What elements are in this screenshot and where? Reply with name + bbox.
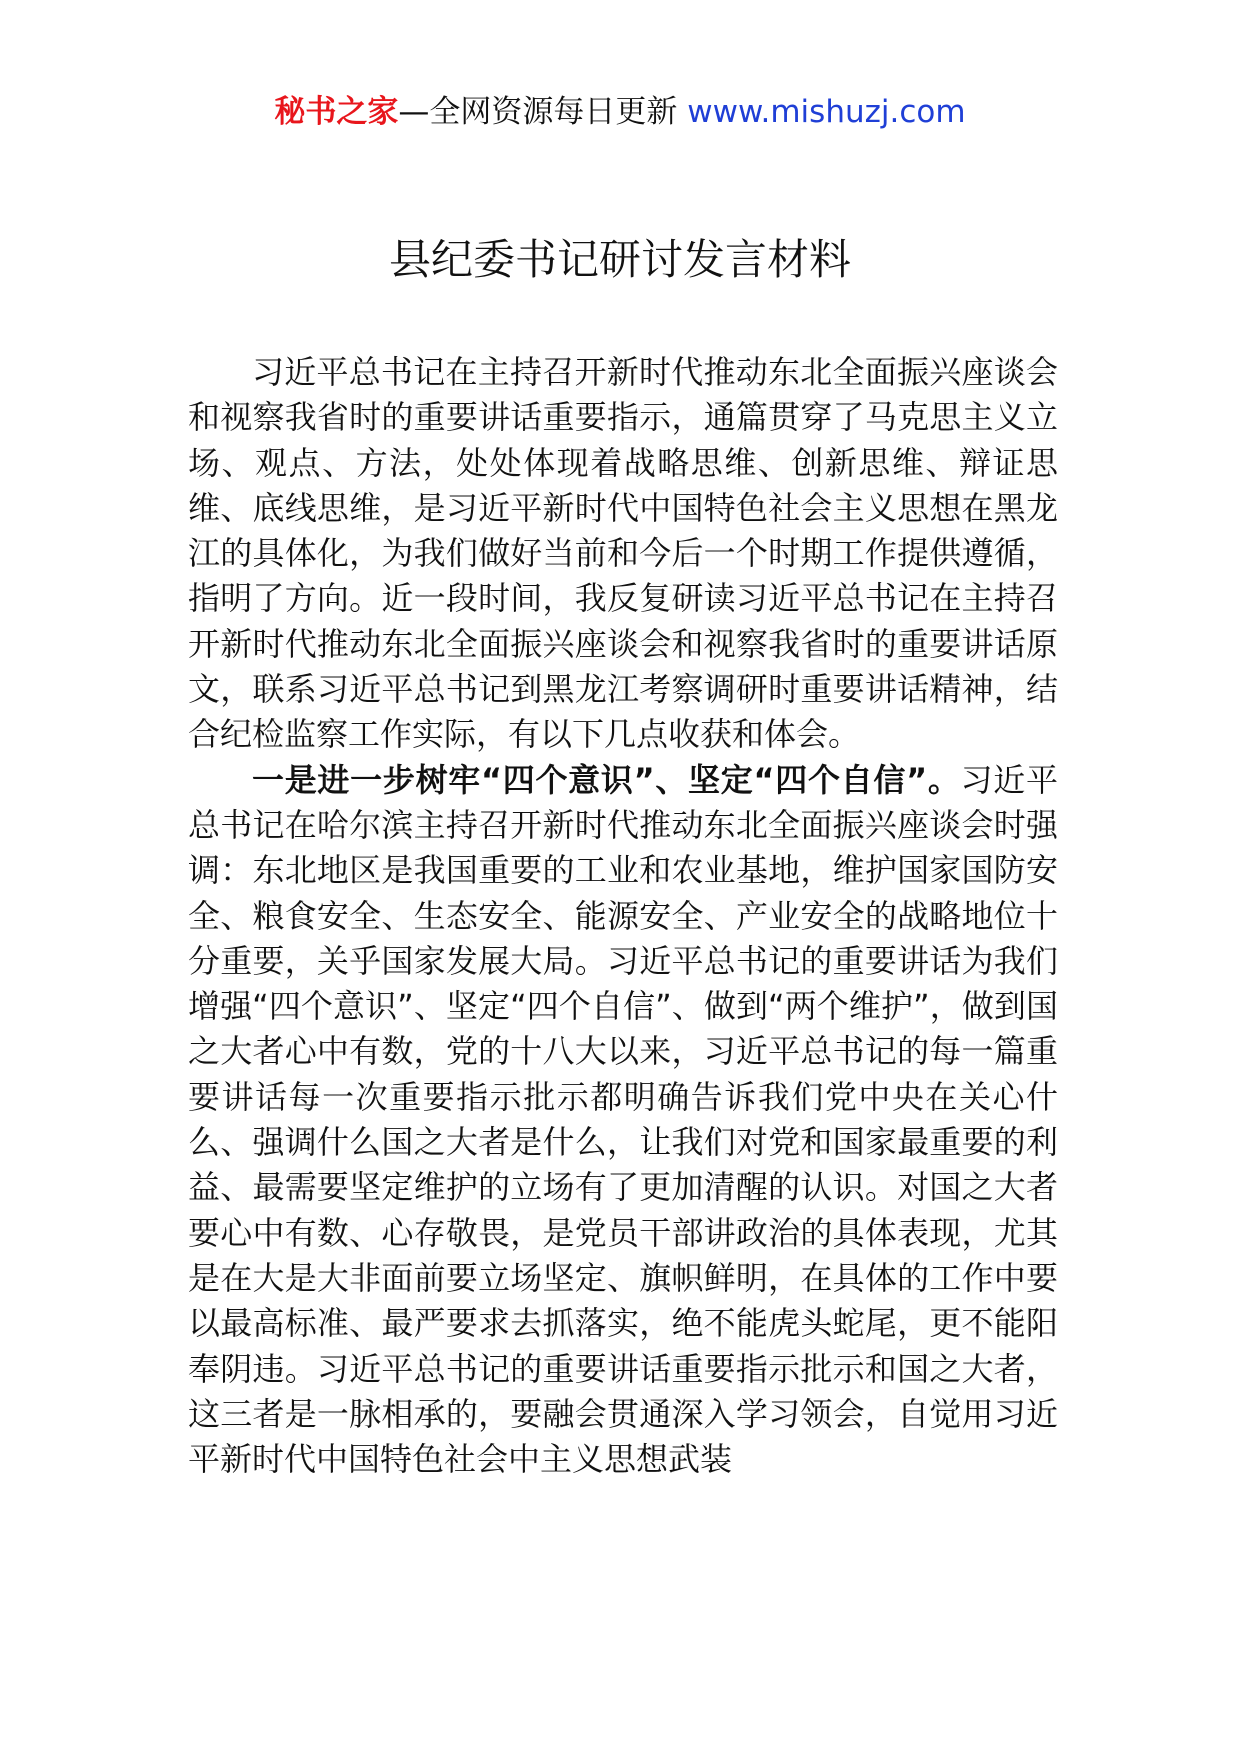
document-title: 县纪委书记研讨发言材料 bbox=[388, 235, 851, 284]
paragraph-point-one-text: 习近平总书记在哈尔滨主持召开新时代推动东北全面振兴座谈会时强调：东北地区是我国重要的工业和农业基地，维护国家国防安全、粮食安全、生态安全、能源安全、产业安全的战略地位十分重要，关乎国家发展大局。习近平总书记的重要讲话为我们增强“四个意识”、坚定“四个自信”、做到“两个维护”，做到国之大者心中有数，党的十八大以来，习近平总书记的每一篇重要讲话每一次重要指示批示都明确告诉我们党中央在关心什么、强调什么国之大者是什么，让我们对党和国家最重要的利益、最需要坚定维护的立场有了更加清醒的认识。对国之大者要心中有数、心存敬畏，是党员干部讲政治的具体表现，尤其是在大是大非面前要立场坚定、旗帜鲜明，在具体的工作中要以最高标准、最严要求去抓落实，绝不能虎头蛇尾，更不能阳奉阴违。习近平总书记的重要讲话重要指示批示和国之大者，这三者是一脉相承的，要融会贯通深入学习领会，自觉用习近平新时代中国特色社会中主义思想武装 bbox=[188, 760, 1058, 1479]
document-body bbox=[188, 350, 1058, 1482]
header-site-link[interactable]: www.mishuzj.com bbox=[687, 94, 966, 130]
paragraph-intro bbox=[188, 350, 1058, 758]
paragraph-intro-text: 习近平总书记在主持召开新时代推动东北全面振兴座谈会和视察我省时的重要讲话重要指示，通篇贯穿了马克思主义立场、观点、方法，处处体现着战略思维、创新思维、辩证思维、底线思维，是习近平新时代中国特色社会主义思想在黑龙江的具体化，为我们做好当前和今后一个时期工作提供遵循，指明了方向。近一段时间，我反复研读习近平总书记在主持召开新时代推动东北全面振兴座谈会和视察我省时的重要讲话原文，联系习近平总书记到黑龙江考察调研时重要讲话精神，结合纪检监察工作实际，有以下几点收获和体会。 bbox=[188, 353, 1058, 754]
header-brand: 秘书之家 bbox=[274, 94, 399, 130]
header-slogan: —全网资源每日更新 bbox=[398, 94, 688, 130]
paragraph-point-one-heading: 一是进一步树牢“四个意识”、坚定“四个自信”。 bbox=[252, 760, 961, 799]
page-header bbox=[0, 92, 1240, 132]
paragraph-point-one bbox=[188, 758, 1058, 1483]
